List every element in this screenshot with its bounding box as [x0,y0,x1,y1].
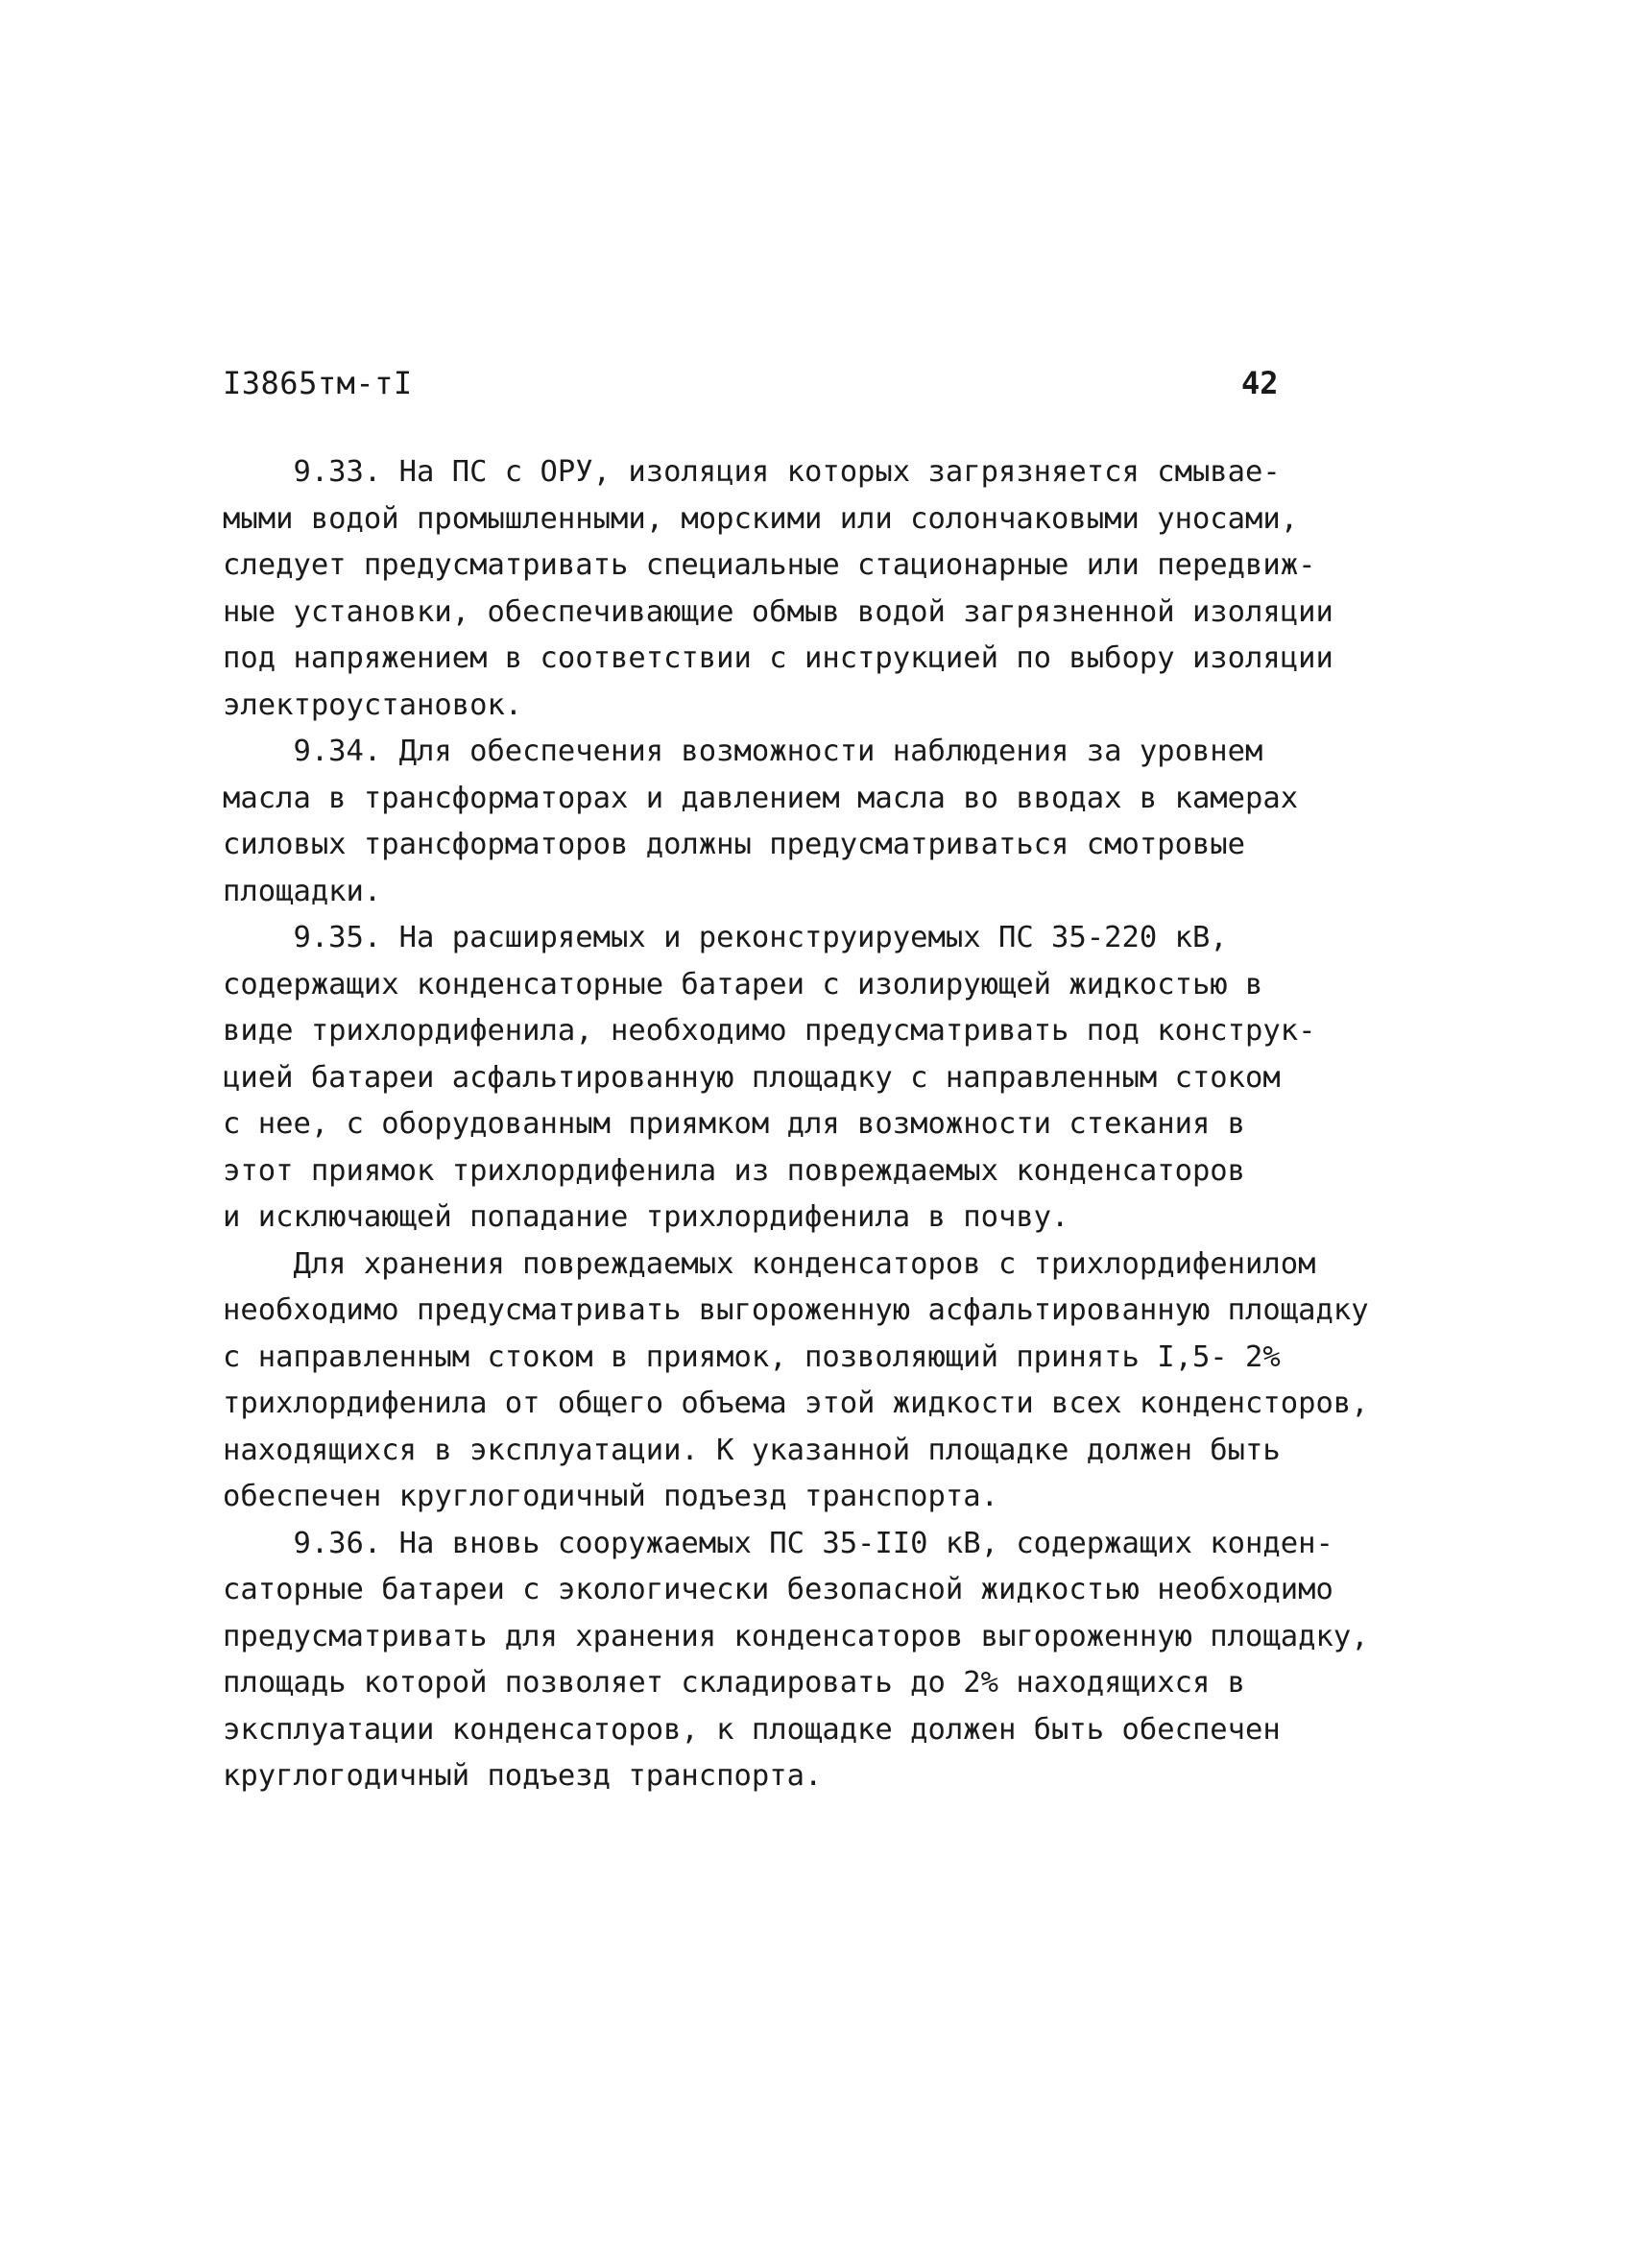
text-line: 9.36. На вновь сооружаемых ПС 35-II0 кВ, содержащих конден- [223,1526,1333,1560]
text-line: находящихся в эксплуатации. К указанной площадке должен быть [223,1433,1281,1467]
text-line: необходимо предусматривать выгороженную асфальтированную площадку [223,1293,1369,1327]
text-line: 9.33. На ПС с ОРУ, изоляция которых загрязняется смывае- [223,455,1281,489]
text-line: силовых трансформаторов должны предусматриваться смотровые [223,828,1246,861]
text-line: 9.34. Для обеспечения возможности наблюдения за уровнем [223,735,1263,768]
text-line: виде трихлордифенила, необходимо предусматривать под конструк- [223,1014,1316,1048]
text-line: Для хранения повреждаемых конденсаторов с трихлордифенилом [223,1246,1316,1281]
text-line: 9.35. На расширяемых и реконструируемых ПС 35-220 кВ, [223,921,1228,954]
text-line: саторные батареи с экологически безопасной жидкостью необходимо [223,1573,1333,1606]
text-line: содержащих конденсаторные батареи с изолирующей жидкостью в [223,967,1263,1001]
text-line: мыми водой промышленными, морскими или солончаковыми уносами, [223,501,1299,536]
text-line: электроустановок. [223,688,523,722]
text-line: с направленным стоком в приямок, позволяющий принять I,5- 2% [223,1339,1281,1374]
text-line: обеспечен круглогодичный подъезд транспорта. [223,1480,998,1513]
text-line: масла в трансформаторах и давлением масла во вводах в камерах [223,781,1299,815]
document-code: I3865тм-тI [223,365,413,401]
text-line: с нее, с оборудованным приямком для возможности стекания в [223,1107,1246,1141]
text-line: трихлордифенила от общего объема этой жидкости всех конденсторов, [223,1387,1369,1420]
text-line: площадь которой позволяет складировать до 2% находящихся в [223,1666,1246,1700]
text-line: площадки. [223,874,382,908]
text-line: круглогодичный подъезд транспорта. [223,1759,823,1793]
text-line: этот приямок трихлордифенила из повреждаемых конденсаторов [223,1153,1246,1188]
text-line: предусматривать для хранения конденсаторов выгороженную площадку, [223,1619,1369,1653]
page-number: 42 [1241,365,1279,401]
body-text [223,449,1404,1800]
text-line: ные установки, обеспечивающие обмыв водой загрязненной изоляции [223,594,1333,629]
text-line: следует предусматривать специальные стационарные или передвиж- [223,548,1316,582]
text-line: цией батареи асфальтированную площадку с направленным стоком [223,1060,1281,1095]
text-line: и исключающей попадание трихлордифенила в почву. [223,1200,1069,1234]
text-line: под напряжением в соответствии с инструкцией по выбору изоляции [223,641,1333,675]
text-line: эксплуатации конденсаторов, к площадке должен быть обеспечен [223,1712,1281,1747]
